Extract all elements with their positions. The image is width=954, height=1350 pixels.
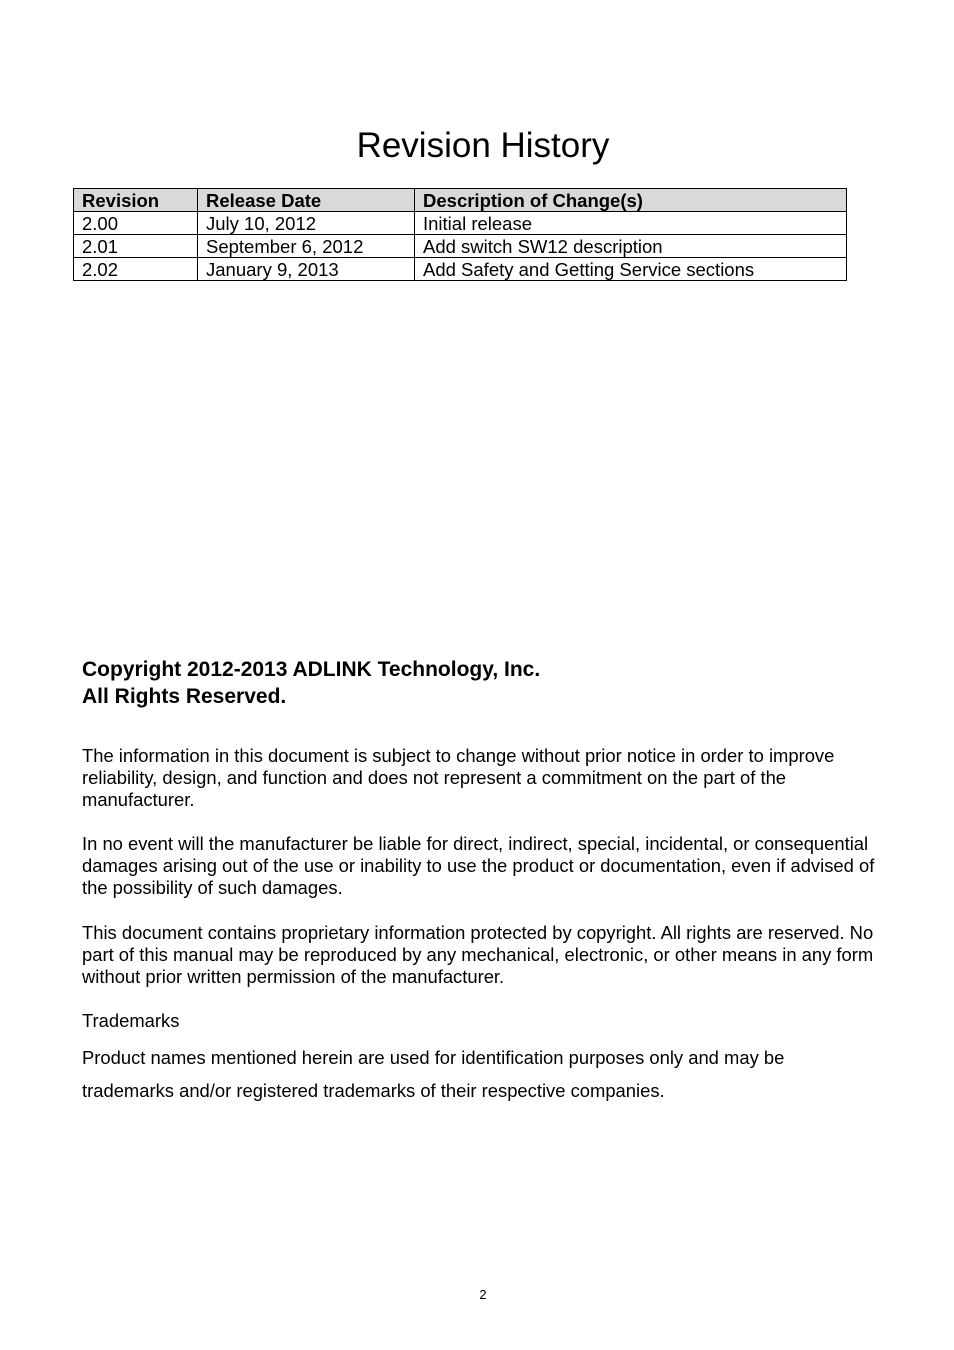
table-row: [74, 212, 847, 235]
column-header-description: Description of Change(s): [415, 189, 847, 212]
release-date-cell: January 9, 2013: [198, 258, 415, 281]
revision-cell: 2.02: [74, 258, 198, 281]
table-row: [74, 258, 847, 281]
release-date-cell: July 10, 2012: [198, 212, 415, 235]
table-row: [74, 235, 847, 258]
page-number: 2: [479, 1287, 487, 1302]
disclaimer-paragraph-liability: In no event will the manufacturer be liable for direct, indirect, special, incidental, or consequential damages arising out of the use or inability to use the product or documentation, even if advised of the possibility of such damages.: [82, 833, 875, 898]
column-header-revision: Revision: [74, 189, 198, 212]
description-cell: Add switch SW12 description: [415, 235, 847, 258]
page-title: Revision History: [356, 126, 610, 165]
rights-reserved-line: All Rights Reserved.: [82, 685, 287, 708]
description-cell: Add Safety and Getting Service sections: [415, 258, 847, 281]
trademarks-text: Product names mentioned herein are used for identification purposes only and may be trademarks and/or registered trademarks of their respective companies.: [82, 1047, 785, 1101]
description-cell: Initial release: [415, 212, 847, 235]
copyright-notice: [82, 656, 540, 710]
release-date-cell: September 6, 2012: [198, 235, 415, 258]
copyright-line: Copyright 2012-2013 ADLINK Technology, Inc.: [82, 658, 541, 681]
revision-history-table: [73, 188, 847, 281]
revision-cell: 2.00: [74, 212, 198, 235]
table-header-row: [74, 189, 847, 212]
column-header-release-date: Release Date: [198, 189, 415, 212]
disclaimer-paragraph-change-notice: The information in this document is subject to change without prior notice in order to improve reliability, design, and function and does not represent a commitment on the part of the manufacturer.: [82, 745, 835, 810]
disclaimer-paragraph-proprietary: This document contains proprietary information protected by copyright. All rights are reserved. No part of this manual may be reproduced by any mechanical, electronic, or other means in any form without prior written permission of the manufacturer.: [82, 922, 874, 987]
revision-cell: 2.01: [74, 235, 198, 258]
trademarks-heading: Trademarks: [82, 1010, 180, 1031]
